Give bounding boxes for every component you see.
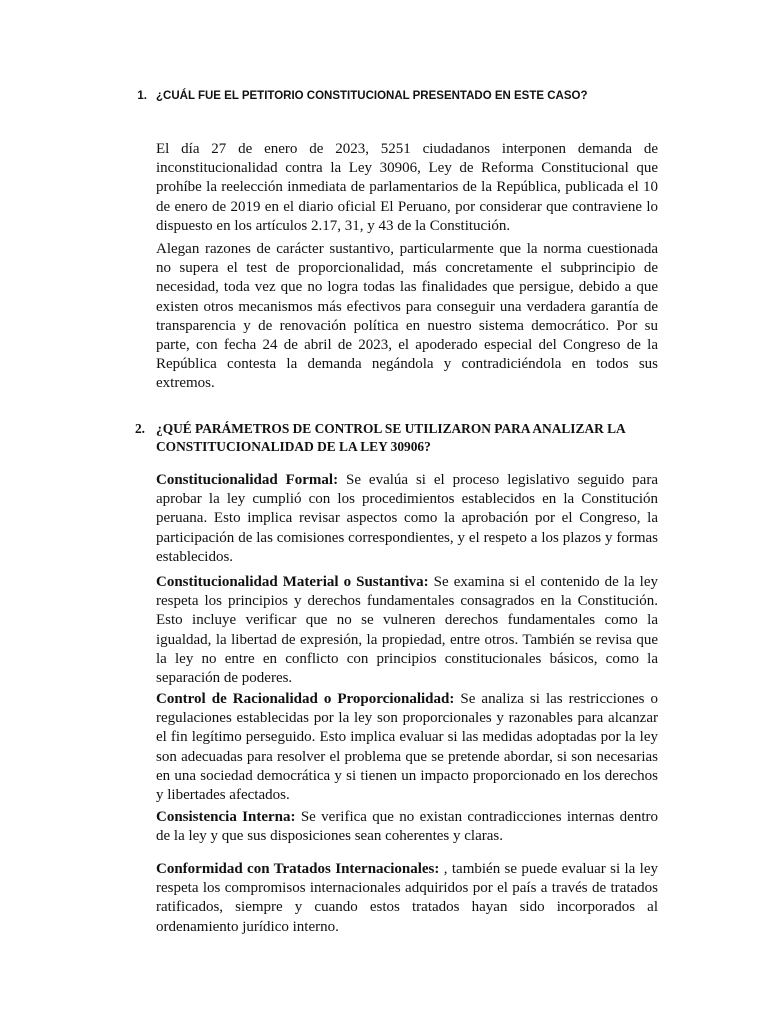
parameter-proportionality	[156, 690, 658, 805]
parameter-term: Constitucionalidad Formal:	[156, 472, 339, 488]
answer-1-paragraph-2: Alegan razones de carácter sustantivo, particularmente que la norma cuestionada no supera el test de proporcionalidad, más concretamente el subprincipio de necesidad, toda vez que no logra todas las finalidades que persigue, debido a que existen otros mecanismos más efectivos para conseguir una verdadera garantía de transparencia y de renovación política en nuestro sistema democrático. Por su parte, con fecha 24 de abril de 2023, el apoderado especial del Congreso de la República contesta la demanda negándola y contradiciéndola en todos sus extremos.	[156, 241, 658, 392]
answer-1-paragraph-1: El día 27 de enero de 2023, 5251 ciudadanos interponen demanda de inconstitucionalidad contra la Ley 30906, Ley de Reforma Constitucional que prohíbe la reelección inmediata de parlamentarios de la República, publicada el 10 de enero de 2019 en el diario oficial El Peruano, por considerar que contraviene lo dispuesto en los artículos 2.17, 31, y 43 de la Constitución.	[156, 141, 658, 234]
parameter-material	[156, 573, 658, 688]
parameter-text: Se evalúa si el proceso legislativo seguido para aprobar la ley cumplió con los procedimientos establecidos en la Constitución peruana. Esto implica revisar aspectos como la aprobación por el Congreso, la participación de las comisiones correspondientes, y el respeto a los plazos y formas establecidos.	[156, 472, 658, 565]
parameter-text: , también se puede evaluar si la ley respeta los compromisos internacionales adquiridos por el país a través de tratados ratificados, siempre y cuando estos tratados hayan sido incorporados al ordenamiento jurídico interno.	[156, 861, 658, 935]
parameter-text: Se analiza si las restricciones o regulaciones establecidas por la ley son proporcionales y razonables para alcanzar el fin legítimo perseguido. Esto implica evaluar si las medidas adoptadas por la ley son adecuadas para resolver el problema que se pretende abordar, si son necesarias en una sociedad democrática y si tienen un impacto proporcionado en los derechos y libertades afectados.	[156, 691, 658, 804]
parameter-term: Consistencia Interna:	[156, 809, 296, 825]
parameter-text: Se examina si el contenido de la ley respeta los principios y derechos fundamentales consagrados en la Constitución. Esto incluye verificar que no se vulneren derechos fundamentales como la igualdad, la libertad de expresión, la propiedad, entre otros. También se revisa que la ley no entre en conflicto con principios constitucionales básicos, como la separación de poderes.	[156, 574, 658, 687]
parameter-text: Se verifica que no existan contradicciones internas dentro de la ley y que sus disposiciones sean coherentes y claras.	[156, 809, 658, 845]
parameter-international-treaties	[156, 860, 658, 937]
parameter-internal-consistency	[156, 808, 658, 846]
parameter-term: Conformidad con Tratados Internacionales:	[156, 861, 440, 877]
parameter-formal	[156, 471, 658, 567]
parameter-term: Constitucionalidad Material o Sustantiva:	[156, 574, 429, 590]
parameter-term: Control de Racionalidad o Proporcionalidad:	[156, 691, 455, 707]
question-2-number: 2.	[134, 421, 145, 436]
question-2-heading: ¿QUÉ PARÁMETROS DE CONTROL SE UTILIZARON PARA ANALIZAR LA CONSTITUCIONALIDAD DE LA LEY 30906?	[156, 421, 625, 454]
question-1-heading: ¿CUÁL FUE EL PETITORIO CONSTITUCIONAL PRESENTADO EN ESTE CASO?	[156, 90, 588, 102]
question-1-number: 1.	[137, 90, 147, 102]
